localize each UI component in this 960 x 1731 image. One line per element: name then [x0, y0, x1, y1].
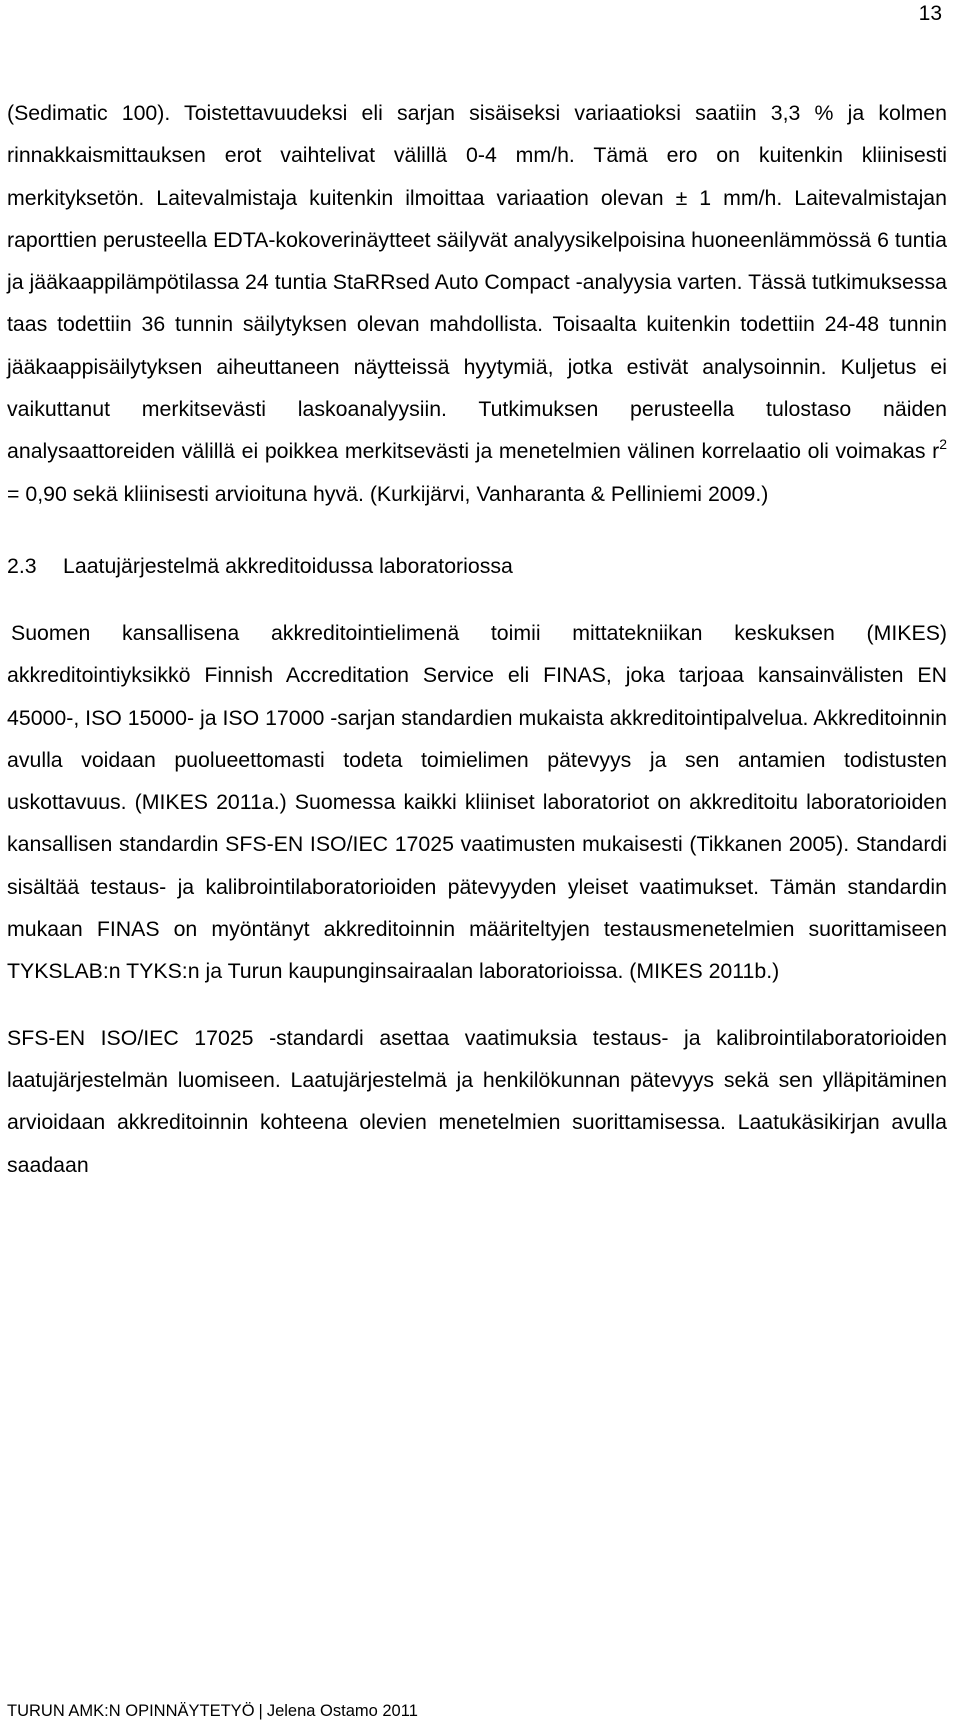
footer-publication: TURUN AMK:N OPINNÄYTETYÖ	[7, 1702, 255, 1720]
body-paragraph-2: Suomen kansallisena akkreditointielimenä toimii mittatekniikan keskuksen (MIKES) akkreditointiyksikkö Finnish Accreditation Service eli FINAS, joka tarjoaa kansainvälisten EN 45000-, ISO 15000- ja ISO 17000 -sarjan standardien mukaista akkreditointipalvelua. Akkreditoinnin avulla voidaan puolueettomasti todeta toimielimen pätevyys ja sen antamien todistusten uskottavuus. (MIKES 2011a.) Suomessa kaikki kliiniset laboratoriot on akkreditoitu laboratorioiden kansallisen standardin SFS-EN ISO/IEC 17025 vaatimusten mukaisesti (Tikkanen 2005). Standardi sisältää testaus- ja kalibrointilaboratorioiden pätevyyden yleiset vaatimukset. Tämän standardin mukaan FINAS on myöntänyt akkreditoinnin määriteltyjen testausmenetelmien suorittamiseen TYKSLAB:n TYKS:n ja Turun kaupunginsairaalan laboratorioissa. (MIKES 2011b.)	[7, 620, 947, 984]
section-number: 2.3	[7, 553, 37, 578]
footer-separator: |	[258, 1702, 263, 1720]
section-title: Laatujärjestelmä akkreditoidussa laboratoriossa	[63, 553, 513, 578]
page-footer	[7, 1702, 418, 1721]
section-heading	[7, 545, 947, 587]
page-number: 13	[918, 2, 942, 25]
document-body	[7, 92, 947, 1186]
body-paragraph-3: SFS-EN ISO/IEC 17025 -standardi asettaa vaatimuksia testaus- ja kalibrointilaboratorioiden laatujärjestelmän luomiseen. Laatujärjestelmä ja henkilökunnan pätevyys sekä sen ylläpitäminen arvioidaan akkreditoinnin kohteena olevien menetelmien suorittamisessa. Laatukäsikirjan avulla saadaan	[7, 1025, 947, 1177]
superscript-exponent: 2	[939, 436, 947, 453]
footer-author: Jelena Ostamo 2011	[266, 1702, 418, 1720]
body-paragraph-1	[7, 92, 947, 515]
paragraph-1-text-end: = 0,90 sekä kliinisesti arvioituna hyvä. (Kurkijärvi, Vanharanta & Pelliniemi 2009.)	[7, 481, 769, 506]
paragraph-1-text: (Sedimatic 100). Toistettavuudeksi eli sarjan sisäiseksi variaatioksi saatiin 3,3 % ja kolmen rinnakkaismittauksen erot vaihtelivat välillä 0-4 mm/h. Tämä ero on kuitenkin kliinisesti merkityksetön. Laitevalmistaja kuitenkin ilmoittaa variaation olevan ± 1 mm/h. Laitevalmistajan raporttien perusteella EDTA-kokoverinäytteet säilyvät analyysikelpoisina huoneenlämmössä 6 tuntia ja jääkaappilämpötilassa 24 tuntia StaRRsed Auto Compact -analyysia varten. Tässä tutkimuksessa taas todettiin 36 tunnin säilytyksen olevan mahdollista. Toisaalta kuitenkin todettiin 24-48 tunnin jääkaappisäilytyksen aiheuttaneen näytteissä hyytymiä, jotka estivät analysoinnin. Kuljetus ei vaikuttanut merkitsevästi laskoanalyysiin. Tutkimuksen perusteella tulostaso näiden analysaattoreiden välillä ei poikkea merkitsevästi ja menetelmien välinen korrelaatio oli voimakas r	[7, 101, 947, 464]
